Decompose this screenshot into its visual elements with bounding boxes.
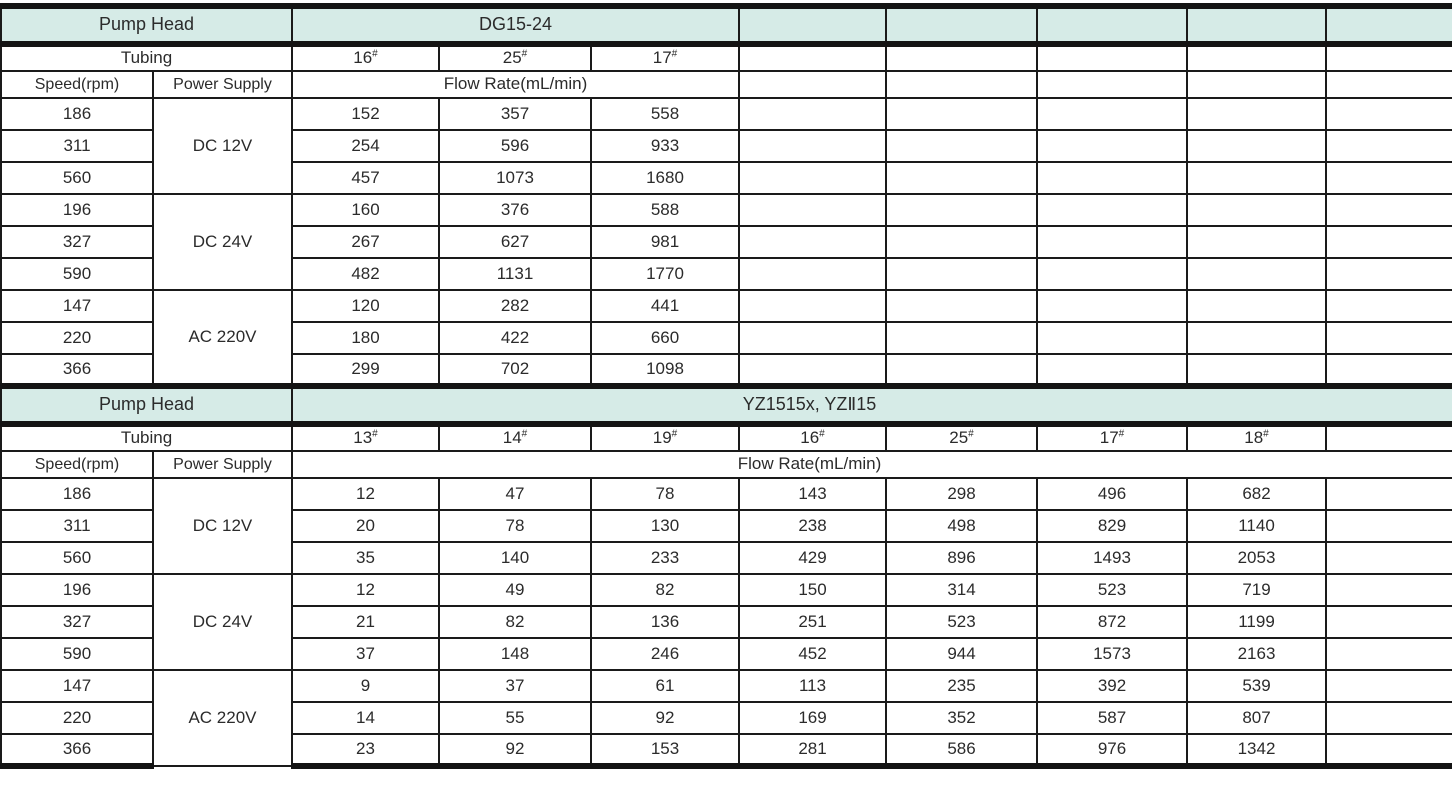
tubing-size: 17	[1099, 428, 1119, 448]
speed-cell: 147	[1, 290, 153, 322]
flow-cell: 829	[1037, 510, 1187, 542]
speed-cell: 327	[1, 226, 153, 258]
flow-cell: 586	[886, 734, 1037, 766]
flow-cell: 233	[591, 542, 739, 574]
power-header-cell: Power Supply	[153, 71, 292, 98]
flow-cell: 61	[591, 670, 739, 702]
empty-cell	[739, 226, 886, 258]
empty-cell	[739, 6, 886, 44]
pump-head-row	[1, 386, 1452, 424]
pump-head-label-cell: Pump Head	[1, 6, 292, 44]
flow-cell: 55	[439, 702, 591, 734]
flow-cell: 627	[439, 226, 591, 258]
flow-cell: 588	[591, 194, 739, 226]
power-cell: DC 12V	[153, 478, 292, 574]
flow-cell: 1493	[1037, 542, 1187, 574]
flow-cell: 587	[1037, 702, 1187, 734]
flow-cell: 314	[886, 574, 1037, 606]
flow-cell: 558	[591, 98, 739, 130]
empty-cell	[739, 98, 886, 130]
empty-cell	[1187, 290, 1326, 322]
tubing-size: 25	[949, 428, 969, 448]
empty-cell	[1187, 322, 1326, 354]
empty-cell	[739, 290, 886, 322]
tubing-size: 19	[652, 428, 672, 448]
empty-cell	[1326, 542, 1452, 574]
flow-cell: 254	[292, 130, 439, 162]
flow-cell: 1573	[1037, 638, 1187, 670]
empty-cell	[1037, 71, 1187, 98]
flow-cell: 1131	[439, 258, 591, 290]
flow-cell: 1770	[591, 258, 739, 290]
empty-cell	[1037, 354, 1187, 386]
empty-cell	[1326, 44, 1452, 71]
pump-head-row	[1, 6, 1452, 44]
hash-mark: #	[521, 48, 528, 60]
flow-cell: 1073	[439, 162, 591, 194]
flow-cell: 235	[886, 670, 1037, 702]
empty-cell	[1326, 98, 1452, 130]
flow-cell: 539	[1187, 670, 1326, 702]
hash-mark: #	[968, 428, 974, 440]
hash-mark: #	[1263, 428, 1269, 440]
empty-cell	[1037, 98, 1187, 130]
flow-cell: 152	[292, 98, 439, 130]
empty-cell	[1326, 386, 1452, 424]
empty-cell	[1326, 606, 1452, 638]
flow-cell: 981	[591, 226, 739, 258]
flow-cell: 719	[1187, 574, 1326, 606]
empty-cell	[739, 194, 886, 226]
empty-cell	[1326, 130, 1452, 162]
flow-cell: 498	[886, 510, 1037, 542]
flow-cell: 246	[591, 638, 739, 670]
flow-cell: 153	[591, 734, 739, 766]
empty-cell	[1326, 478, 1452, 510]
empty-cell	[886, 194, 1037, 226]
empty-cell	[1037, 226, 1187, 258]
flow-cell: 1199	[1187, 606, 1326, 638]
pump-head-value-cell: YZ1515x, YZⅡ15	[292, 386, 1326, 424]
flow-cell: 140	[439, 542, 591, 574]
speed-cell: 220	[1, 702, 153, 734]
flow-cell: 976	[1037, 734, 1187, 766]
flow-cell: 807	[1187, 702, 1326, 734]
empty-cell	[1037, 6, 1187, 44]
flow-cell: 933	[591, 130, 739, 162]
speed-cell: 196	[1, 574, 153, 606]
flow-cell: 1680	[591, 162, 739, 194]
flow-cell: 120	[292, 290, 439, 322]
empty-cell	[1037, 44, 1187, 71]
flow-cell: 47	[439, 478, 591, 510]
flow-cell: 12	[292, 574, 439, 606]
empty-cell	[886, 162, 1037, 194]
hash-mark: #	[372, 428, 378, 440]
flow-cell: 49	[439, 574, 591, 606]
flow-cell: 523	[886, 606, 1037, 638]
empty-cell	[739, 322, 886, 354]
flow-cell: 596	[439, 130, 591, 162]
empty-cell	[1326, 194, 1452, 226]
speed-cell: 560	[1, 162, 153, 194]
flow-cell: 180	[292, 322, 439, 354]
flow-cell: 130	[591, 510, 739, 542]
empty-cell	[1037, 194, 1187, 226]
empty-cell	[886, 226, 1037, 258]
flow-cell: 429	[739, 542, 886, 574]
empty-cell	[1326, 638, 1452, 670]
tubing-size-cell	[292, 44, 439, 71]
speed-cell: 366	[1, 354, 153, 386]
tubing-size-cell	[439, 424, 591, 451]
flow-cell: 482	[292, 258, 439, 290]
table-row	[1, 574, 1452, 606]
flow-cell: 682	[1187, 478, 1326, 510]
tubing-size: 17	[652, 48, 672, 68]
flow-cell: 872	[1037, 606, 1187, 638]
hash-mark: #	[819, 428, 825, 440]
flow-cell: 78	[591, 478, 739, 510]
flow-cell: 9	[292, 670, 439, 702]
flow-cell: 23	[292, 734, 439, 766]
tubing-row	[1, 44, 1452, 71]
flow-cell: 267	[292, 226, 439, 258]
empty-cell	[886, 44, 1037, 71]
flow-cell: 944	[886, 638, 1037, 670]
hash-mark: #	[372, 48, 378, 60]
flow-header-cell: Flow Rate(mL/min)	[292, 71, 739, 98]
flow-cell: 523	[1037, 574, 1187, 606]
empty-cell	[886, 290, 1037, 322]
power-cell: DC 24V	[153, 194, 292, 290]
empty-cell	[739, 71, 886, 98]
flow-cell: 457	[292, 162, 439, 194]
tubing-size-cell	[886, 424, 1037, 451]
speed-header-cell: Speed(rpm)	[1, 451, 153, 478]
flow-cell: 136	[591, 606, 739, 638]
flow-cell: 702	[439, 354, 591, 386]
flow-cell: 82	[591, 574, 739, 606]
empty-cell	[739, 130, 886, 162]
flow-cell: 352	[886, 702, 1037, 734]
flow-cell: 143	[739, 478, 886, 510]
empty-cell	[1326, 574, 1452, 606]
table-row	[1, 194, 1452, 226]
empty-cell	[886, 130, 1037, 162]
flow-cell: 376	[439, 194, 591, 226]
speed-cell: 186	[1, 478, 153, 510]
hash-mark: #	[671, 48, 678, 60]
power-cell: AC 220V	[153, 670, 292, 766]
tubing-size: 16	[800, 428, 820, 448]
empty-cell	[1187, 98, 1326, 130]
empty-cell	[1187, 130, 1326, 162]
flow-cell: 299	[292, 354, 439, 386]
power-cell: DC 12V	[153, 98, 292, 194]
table-row	[1, 98, 1452, 130]
empty-cell	[1187, 162, 1326, 194]
empty-cell	[1187, 226, 1326, 258]
flow-cell: 82	[439, 606, 591, 638]
empty-cell	[886, 354, 1037, 386]
flow-header-cell: Flow Rate(mL/min)	[292, 451, 1326, 478]
power-header-cell: Power Supply	[153, 451, 292, 478]
empty-cell	[739, 354, 886, 386]
flow-cell: 452	[739, 638, 886, 670]
flow-cell: 357	[439, 98, 591, 130]
hash-mark: #	[521, 428, 528, 440]
flow-cell: 150	[739, 574, 886, 606]
speed-cell: 186	[1, 98, 153, 130]
tubing-size: 13	[353, 428, 373, 448]
empty-cell	[1187, 6, 1326, 44]
tubing-size-cell	[1187, 424, 1326, 451]
flow-cell: 2163	[1187, 638, 1326, 670]
column-header-row	[1, 451, 1452, 478]
speed-header-cell: Speed(rpm)	[1, 71, 153, 98]
empty-cell	[1187, 258, 1326, 290]
flow-cell: 20	[292, 510, 439, 542]
power-cell: AC 220V	[153, 290, 292, 386]
empty-cell	[1326, 71, 1452, 98]
empty-cell	[1326, 226, 1452, 258]
empty-cell	[1326, 258, 1452, 290]
empty-cell	[1037, 290, 1187, 322]
tubing-size: 14	[502, 428, 522, 448]
flow-cell: 281	[739, 734, 886, 766]
empty-cell	[739, 162, 886, 194]
table-row	[1, 478, 1452, 510]
flow-cell: 2053	[1187, 542, 1326, 574]
pump-head-label-cell: Pump Head	[1, 386, 292, 424]
empty-cell	[886, 322, 1037, 354]
flow-cell: 238	[739, 510, 886, 542]
flow-cell: 35	[292, 542, 439, 574]
pump-head-value-cell: DG15-24	[292, 6, 739, 44]
tubing-label-cell: Tubing	[1, 424, 292, 451]
tubing-size: 18	[1244, 428, 1264, 448]
tubing-size-cell	[591, 424, 739, 451]
flow-cell: 37	[439, 670, 591, 702]
speed-cell: 590	[1, 638, 153, 670]
flow-cell: 37	[292, 638, 439, 670]
flow-cell: 1342	[1187, 734, 1326, 766]
tubing-label-cell: Tubing	[1, 44, 292, 71]
speed-cell: 196	[1, 194, 153, 226]
flow-cell: 392	[1037, 670, 1187, 702]
empty-cell	[1326, 290, 1452, 322]
flow-cell: 113	[739, 670, 886, 702]
flow-cell: 896	[886, 542, 1037, 574]
flow-cell: 282	[439, 290, 591, 322]
speed-cell: 327	[1, 606, 153, 638]
flow-cell: 251	[739, 606, 886, 638]
power-cell: DC 24V	[153, 574, 292, 670]
empty-cell	[886, 258, 1037, 290]
flow-rate-table	[0, 3, 1452, 769]
empty-cell	[1326, 670, 1452, 702]
empty-cell	[1326, 510, 1452, 542]
hash-mark: #	[1118, 428, 1125, 440]
empty-cell	[1326, 424, 1452, 451]
hash-mark: #	[671, 428, 678, 440]
empty-cell	[1187, 71, 1326, 98]
tubing-size: 25	[502, 48, 522, 68]
tubing-size-cell	[292, 424, 439, 451]
speed-cell: 311	[1, 510, 153, 542]
empty-cell	[1326, 162, 1452, 194]
speed-cell: 560	[1, 542, 153, 574]
flow-cell: 1140	[1187, 510, 1326, 542]
table-row	[1, 670, 1452, 702]
flow-cell: 496	[1037, 478, 1187, 510]
tubing-size: 16	[353, 48, 373, 68]
empty-cell	[1187, 44, 1326, 71]
flow-cell: 78	[439, 510, 591, 542]
flow-cell: 160	[292, 194, 439, 226]
empty-cell	[1037, 258, 1187, 290]
empty-cell	[1187, 354, 1326, 386]
tubing-size-cell	[439, 44, 591, 71]
speed-cell: 590	[1, 258, 153, 290]
empty-cell	[739, 258, 886, 290]
speed-cell: 366	[1, 734, 153, 766]
flow-cell: 148	[439, 638, 591, 670]
empty-cell	[739, 44, 886, 71]
tubing-row	[1, 424, 1452, 451]
speed-cell: 311	[1, 130, 153, 162]
empty-cell	[1037, 162, 1187, 194]
empty-cell	[886, 98, 1037, 130]
empty-cell	[1326, 6, 1452, 44]
flow-cell: 660	[591, 322, 739, 354]
flow-cell: 12	[292, 478, 439, 510]
flow-cell: 14	[292, 702, 439, 734]
speed-cell: 220	[1, 322, 153, 354]
empty-cell	[1326, 702, 1452, 734]
flow-cell: 21	[292, 606, 439, 638]
empty-cell	[1326, 734, 1452, 766]
tubing-size-cell	[739, 424, 886, 451]
table-row	[1, 290, 1452, 322]
flow-cell: 92	[439, 734, 591, 766]
empty-cell	[1326, 322, 1452, 354]
speed-cell: 147	[1, 670, 153, 702]
empty-cell	[886, 71, 1037, 98]
flow-cell: 422	[439, 322, 591, 354]
flow-cell: 92	[591, 702, 739, 734]
flow-cell: 169	[739, 702, 886, 734]
empty-cell	[1326, 354, 1452, 386]
flow-cell: 298	[886, 478, 1037, 510]
empty-cell	[1037, 322, 1187, 354]
empty-cell	[1037, 130, 1187, 162]
tubing-size-cell	[591, 44, 739, 71]
empty-cell	[886, 6, 1037, 44]
tubing-size-cell	[1037, 424, 1187, 451]
flow-cell: 1098	[591, 354, 739, 386]
empty-cell	[1326, 451, 1452, 478]
flow-cell: 441	[591, 290, 739, 322]
empty-cell	[1187, 194, 1326, 226]
column-header-row	[1, 71, 1452, 98]
